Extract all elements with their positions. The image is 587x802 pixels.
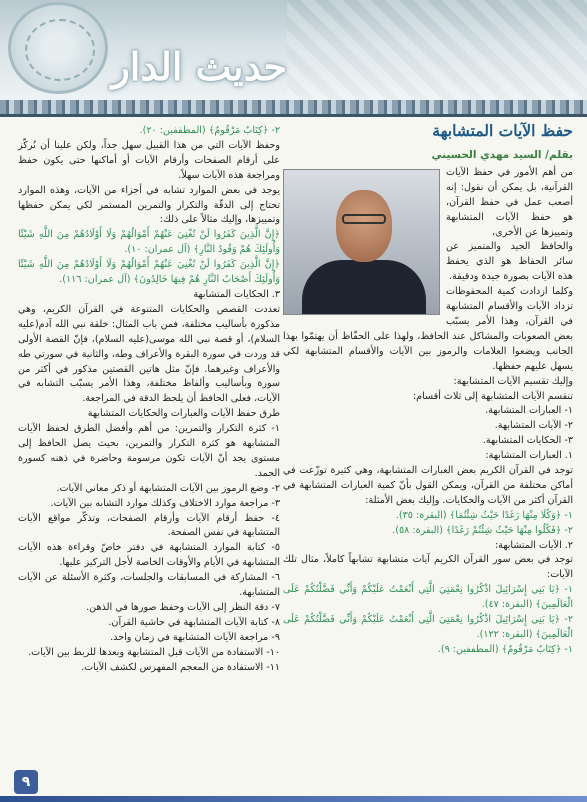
quran-seal-logo [8,2,108,94]
list-item: ١- العبارات المتشابهة. [485,405,573,417]
paragraph: من أهم الأمور في حفظ الآيات القرآنية، بل يمكن أن نقول: إنه أصعب عمل في حفظ القرآن، هو حفظ الآيات المتشابهة وتمييزها عن الأخرى، [446,166,573,238]
header-divider [0,100,587,114]
verse: ١- ﴿كِتَابٌ مَرْقُومٌ﴾ (المطففين: ٩). [437,643,573,655]
verse: ٢- ﴿يَا بَنِي إِسْرَائِيلَ اذْكُرُوا نِعْمَتِيَ الَّتِي أَنْعَمْتُ عَلَيْكُمْ وَأَنِّي فَضَّلْتُكُمْ عَلَى الْعَالَمِينَ﴾ (البقرة: ١٢٢). [283,614,573,640]
subheading: طرق حفظ الآيات والعبارات والحكايات المتشابهة [87,408,280,420]
header-pattern [287,0,587,100]
left-column [18,124,280,676]
list-item: ٣- الحكايات المتشابهة. [482,435,573,447]
magazine-header [0,0,587,100]
right-column [283,120,573,658]
verse: ١- ﴿يَا بَنِي إِسْرَائِيلَ اذْكُرُوا نِعْمَتِيَ الَّتِي أَنْعَمْتُ عَلَيْكُمْ وَأَنِّي فَضَّلْتُكُمْ عَلَى الْعَالَمِينَ﴾ (البقرة: ٤٧). [283,584,573,611]
glasses-icon [342,214,386,224]
paragraph: تنقسم الآيات المتشابهة إلى ثلاث أقسام: [412,390,573,402]
verse: ٢- ﴿كِتَابٌ مَرْقُومٌ﴾ (المطففين: ٢٠). [139,125,280,136]
paragraph: توجد في بعض سور القرآن الكريم آيات متشابهة تشابهاً كاملاً، مثال تلك الآيات: [283,554,573,581]
paragraph: والحافظ الجيد والمتميز عن سائر الحفاظ هو الذي يحفظ هذه الآيات بصورة جيدة ودقيقة. [446,241,573,283]
author-photo [283,169,440,315]
list-item: ٧- دقة النظر إلى الآيات وحفظ صورها في الذهن. [86,602,280,613]
list-item: ٣- مراجعة موارد الاختلاف وكذلك موارد التشابه بين الآيات. [50,497,280,509]
paragraph: يوجد في بعض الموارد تشابه في أجزاء من الآيات، وهذه الموارد تحتاج إلى الدقّة والتكرار والتمرين المستمر لكي يمكن حفظها وتمييزها، وإليك مثالاً على ذلك: [18,184,280,226]
list-item: ٢- وضع الرموز بين الآيات المتشابهة أو ذكر معاني الآيات. [56,482,280,494]
list-item: ٢- الآيات المتشابهة. [494,420,573,432]
list-item: ٥- كتابة الموارد المتشابهة في دفتر خاصّ وقراءة هذه الآيات المتشابهة في الأيام والأوقات الخاصة لأجل التركيز عليها. [18,542,280,569]
subheading: ١. العبارات المتشابهة: [485,450,573,462]
list-item: ٤- حفظ أرقام الآيات وأرقام الصفحات، وتذكّر مواقع الآيات المتشابهة في نفس الصفحة. [18,512,280,539]
verse: ١- ﴿وَكُلَا مِنْهَا رَغَدًا حَيْثُ شِئْتُمَا﴾ (البقرة: ٣٥). [395,509,573,521]
page-number: ٩ [14,770,38,794]
paragraph: وإليك تقسيم الآيات المتشابهة: [453,375,573,387]
footer-border [0,796,587,802]
paragraph: تعددت القصص والحكايات المتنوعة في القرآن الكريم، وهي مذكورة بأساليب مختلفة، فمن باب المثال: خلقة نبي الله آدم(عليه السلام)، أو قصة نبي الله موسى(عليه السلام)، فإنّ القصة الأولى قد وردت في سورة البقرة والأعراف وطه، والثانية في سورتي طه والأعراف وغيرهما. فإنّ مثل هاتين القصتين مذكور في أكثر من سورة وبأساليب وألفاظ مختلفة، وهذا الأمر يسبّب التشابه في الآيات، فعلى الحافظ أن يلحظ الدقة في المراجعة. [18,303,280,405]
verse: ﴿إِنَّ الَّذِينَ كَفَرُوا لَنْ تُغْنِيَ عَنْهُمْ أَمْوَالُهُمْ وَلَا أَوْلَادُهُمْ مِنَ اللَّهِ شَيْئًا وَأُولَئِكَ هُمْ وَقُودُ النَّارِ﴾ (آل عمران: ١٠). [18,229,280,256]
verse: ٢- ﴿فَكُلُوا مِنْهَا حَيْثُ شِئْتُمْ رَغَدًا﴾ (البقرة: ٥٨). [392,524,573,536]
list-item: ٨- كتابة الآيات المتشابهة في حاشية القرآن. [108,616,280,628]
paragraph: وكلما ازدادت كمية المحفوظات تزداد الآيات والأقسام المتشابهة في القرآن، وهذا الأمر يسبّب بعض الصعوبات والمشاكل عند الحافظ، ولهذا على الحفّاظ أن يهتمّوا بهذا الجانب ويضعوا العلامات والرموز بين الآيات والأقسام المتشابهة لكي يسهل عليهم حفظها. [283,286,573,372]
subheading: ٢. الآيات المتشابهة: [494,539,573,551]
verse: ﴿إِنَّ الَّذِينَ كَفَرُوا لَنْ تُغْنِيَ عَنْهُمْ أَمْوَالُهُمْ وَلَا أَوْلَادُهُمْ مِنَ اللَّهِ شَيْئًا وَأُولَئِكَ أَصْحَابُ النَّارِ هُمْ فِيهَا خَالِدُونَ﴾ (آل عمران: ١١٦). [18,259,280,286]
list-item: ١- كثرة التكرار والتمرين: من أهم وأفضل الطرق لحفظ الآيات المتشابهة هو كثرة التكرار والتمرين، بحيث يصل الحافظ إلى مستوى يجد أنّ الآيات تكون مرسومة وحاضرة في ذهنه كسورة الحمد. [18,423,280,479]
section-title: حديث الدار [111,44,287,89]
list-item: ١٠- الاستفادة من الآيات قبل المتشابهة وبعدها للربط بين الآيات. [28,646,280,658]
paragraph: وحفظ الآيات التي من هذا القبيل سهل جداً، ولكن علينا أن نُركّز على أرقام الصفحات وأرقام الآيات أو أماكنها حتى يكون حفظ ومراجعة هذه الآيات سهلاً. [18,139,280,181]
list-item: ٦- المشاركة في المسابقات والجلسات، وكثرة الأسئلة عن الآيات المتشابهة. [18,572,280,599]
list-item: ١١- الاستفادة من المعجم المفهرس لكشف الآيات. [81,661,280,673]
article-title: حفظ الآيات المتشابهة [432,121,573,140]
list-item: ٩- مراجعة الآيات المتشابهة في زمان واحد. [110,631,280,643]
paragraph: توجد في القرآن الكريم بعض العبارات المتشابهة، وهي كثيرة توزّعت في أماكن مختلفة من القرآن، ويمكن القول بأنّ كمية العبارات المتشابهة في القرآن أكثر من الآيات والحكايات. وإليك بعض الأمثلة: [283,465,573,506]
subheading: ٣. الحكايات المتشابهة [193,288,280,300]
article-author: بقلم/ السيد مهدي الحسيني [431,149,573,161]
